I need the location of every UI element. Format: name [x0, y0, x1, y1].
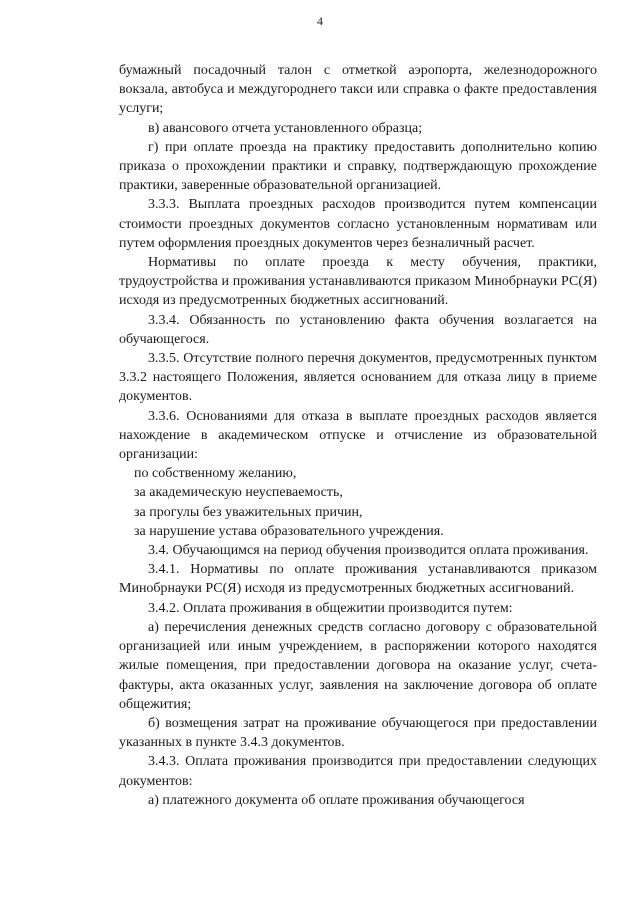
paragraph: 3.4.1. Нормативы по оплате проживания устанавливаются приказом Минобрнауки РС(Я) исходя из предусмотренных бюджетных ассигнований. [119, 562, 597, 597]
list-item: за академическую неуспеваемость, [134, 485, 343, 501]
paragraph: 3.4.3. Оплата проживания производится при предоставлении следующих документов: [119, 754, 597, 789]
list-item: за прогулы без уважительных причин, [134, 504, 363, 520]
paragraph: а) платежного документа об оплате проживания обучающегося [148, 792, 525, 808]
paragraph: 3.4. Обучающимся на период обучения производится оплата проживания. [148, 543, 589, 559]
list-item: по собственному желанию, [134, 466, 297, 482]
paragraph: 3.3.3. Выплата проездных расходов производится путем компенсации стоимости проездных документов согласно установленным нормативам или путем оформления проездных документов через безналичный расчет. [119, 197, 597, 251]
paragraph: 3.4.2. Оплата проживания в общежитии производится путем: [148, 600, 513, 616]
paragraph: а) перечисления денежных средств согласно договору с образовательной организацией или иным учреждением, в распоряжении которого находятся жилые помещения, при предоставлении договора на оказание услуг, счета-фактуры, акта оказанных услуг, заявления на заключение договора об оплате общежития; [119, 619, 597, 712]
paragraph: 3.3.4. Обязанность по установлению факта обучения возлагается на обучающегося. [119, 312, 597, 347]
paragraph: бумажный посадочный талон с отметкой аэропорта, железнодорожного вокзала, автобуса и междугороднего такси или справка о факте предоставления услуги; [119, 63, 597, 117]
paragraph: 3.3.5. Отсутствие полного перечня документов, предусмотренных пунктом 3.3.2 настоящего Положения, является основанием для отказа лицу в приеме документов. [119, 351, 597, 405]
list-item: за нарушение устава образовательного учреждения. [134, 523, 444, 539]
paragraph: в) авансового отчета установленного образца; [148, 120, 423, 136]
paragraph: г) при оплате проезда на практику предоставить дополнительно копию приказа о прохождении практики и справку, подтверждающую прохождение практики, заверенные образовательной организацией. [119, 139, 597, 194]
paragraph: б) возмещения затрат на проживание обучающегося при предоставлении указанных в пункте 3.4.3 документов. [119, 715, 597, 751]
page-number: 4 [317, 14, 323, 28]
paragraph: Нормативы по оплате проезда к месту обучения, практики, трудоустройства и проживания устанавливаются приказом Минобрнауки РС(Я) исходя из предусмотренных бюджетных ассигнований. [119, 255, 597, 309]
paragraph: 3.3.6. Основаниями для отказа в выплате проездных расходов является нахождение в академическом отпуске и отчисление из образовательной организации: [119, 408, 597, 463]
document-body [119, 61, 597, 810]
